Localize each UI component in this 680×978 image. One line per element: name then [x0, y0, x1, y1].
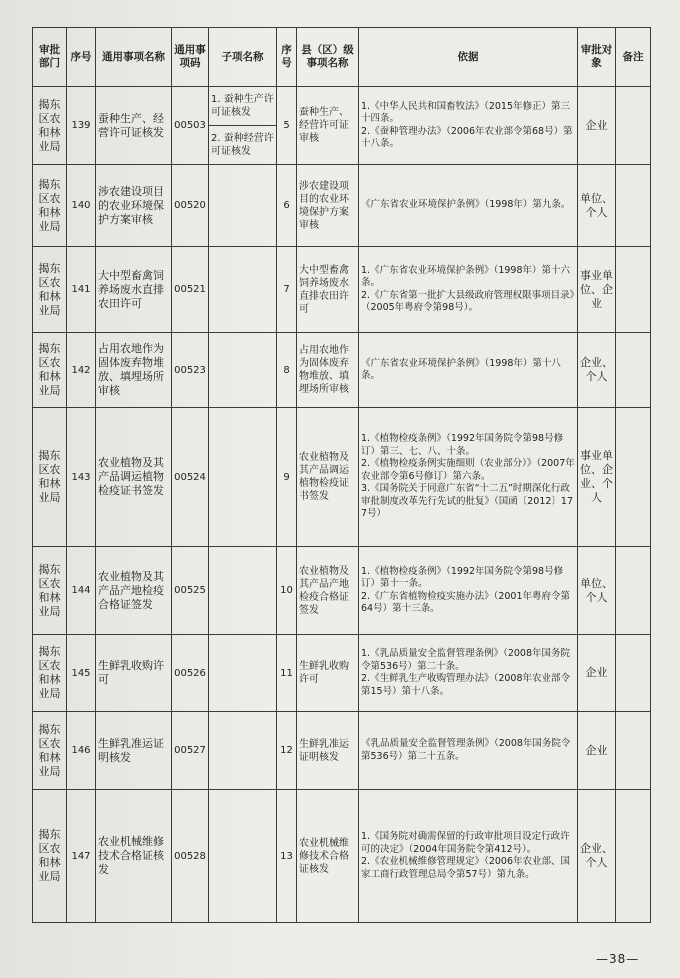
cell-dept: 揭东区农和林业局 [33, 712, 67, 790]
cell-county-seq: 9 [277, 408, 297, 547]
basis-clause: 2.《广东省植物检疫实施办法》（2001年粤府令第64号）第十三条。 [361, 590, 570, 614]
header-item-code: 通用事项码 [172, 28, 209, 87]
table-row [33, 165, 651, 247]
cell-remark [616, 87, 651, 165]
cell-item-name: 蚕种生产、经营许可证核发 [96, 87, 172, 165]
table-row [33, 547, 651, 635]
cell-remark [616, 165, 651, 247]
cell-remark [616, 333, 651, 408]
cell-item-code: 00520 [172, 165, 209, 247]
basis-clause: 1.《中华人民共和国畜牧法》（2015年修正）第三十四条。 [361, 100, 570, 124]
cell-county-name: 大中型畜禽饲养场废水直排农田许可 [297, 247, 359, 333]
header-target: 审批对象 [578, 28, 616, 87]
cell-basis [359, 547, 578, 635]
cell-basis [359, 712, 578, 790]
cell-item-code: 00524 [172, 408, 209, 547]
cell-target: 企业、个人 [578, 333, 616, 408]
cell-target: 企业 [578, 712, 616, 790]
cell-county-name: 农业植物及其产品产地检疫合格证签发 [297, 547, 359, 635]
cell-seq: 142 [67, 333, 96, 408]
cell-target: 企业 [578, 635, 616, 712]
cell-dept: 揭东区农和林业局 [33, 87, 67, 165]
cell-sub-item [209, 712, 277, 790]
cell-item-code: 00525 [172, 547, 209, 635]
cell-sub-item [209, 333, 277, 408]
cell-item-name: 大中型畜禽饲养场废水直排农田许可 [96, 247, 172, 333]
table-row [33, 87, 651, 126]
basis-clause: 《乳品质量安全监督管理条例》（2008年国务院令第536号）第二十五条。 [361, 738, 571, 762]
cell-seq: 141 [67, 247, 96, 333]
cell-basis [359, 333, 578, 408]
cell-county-seq: 10 [277, 547, 297, 635]
cell-sub-item [209, 247, 277, 333]
cell-item-name: 农业植物及其产品产地检疫合格证签发 [96, 547, 172, 635]
cell-dept: 揭东区农和林业局 [33, 247, 67, 333]
cell-target: 单位、个人 [578, 165, 616, 247]
cell-remark [616, 247, 651, 333]
cell-dept: 揭东区农和林业局 [33, 790, 67, 923]
table-row [33, 408, 651, 547]
cell-item-code: 00528 [172, 790, 209, 923]
basis-clause: 2.《广东省第一批扩大县级政府管理权限事项目录》（2005年粤府令第98号）。 [361, 289, 575, 313]
cell-seq: 143 [67, 408, 96, 547]
cell-item-code: 00523 [172, 333, 209, 408]
page-number: —38— [596, 952, 640, 966]
cell-basis [359, 635, 578, 712]
header-county-seq: 序号 [277, 28, 297, 87]
cell-target: 企业、个人 [578, 790, 616, 923]
cell-county-name: 涉农建设项目的农业环境保护方案审核 [297, 165, 359, 247]
table-row [33, 712, 651, 790]
cell-basis [359, 87, 578, 165]
basis-clause: 2.《农业机械维修管理规定》（2006年农业部、国家工商行政管理总局令第57号）第九条。 [361, 856, 570, 880]
table-body [33, 87, 651, 923]
basis-clause: 1.《广东省农业环境保护条例》（1998年）第十六条。 [361, 264, 570, 288]
table-row [33, 635, 651, 712]
cell-seq: 145 [67, 635, 96, 712]
cell-seq: 146 [67, 712, 96, 790]
table-row [33, 333, 651, 408]
cell-basis [359, 165, 578, 247]
cell-target: 事业单位、企业 [578, 247, 616, 333]
approval-items-table [32, 27, 651, 923]
cell-item-name: 农业机械维修技术合格证核发 [96, 790, 172, 923]
table-row [33, 247, 651, 333]
cell-remark [616, 790, 651, 923]
cell-basis [359, 790, 578, 923]
cell-target: 事业单位、企业、个人 [578, 408, 616, 547]
header-basis: 依据 [359, 28, 578, 87]
cell-county-seq: 13 [277, 790, 297, 923]
header-seq: 序号 [67, 28, 96, 87]
basis-clause: 1.《植物检疫条例》（1992年国务院令第98号修订）第十一条。 [361, 565, 564, 589]
basis-clause: 1.《国务院对确需保留的行政审批项目设定行政许可的决定》（2004年国务院令第412号）。 [361, 831, 570, 855]
cell-item-code: 00527 [172, 712, 209, 790]
basis-clause: 3.《国务院关于同意广东省“十二五”时期深化行政审批制度改革先行先试的批复》（国函〔2012〕177号） [361, 483, 574, 520]
basis-clause: 2.《植物检疫条例实施细则（农业部分）》（2007年农业部令第6号修订）第六条。 [361, 458, 575, 482]
cell-dept: 揭东区农和林业局 [33, 165, 67, 247]
cell-remark [616, 712, 651, 790]
table-row [33, 790, 651, 923]
cell-county-seq: 6 [277, 165, 297, 247]
cell-dept: 揭东区农和林业局 [33, 408, 67, 547]
basis-clause: 《广东省农业环境保护条例》（1998年）第九条。 [361, 199, 571, 211]
cell-county-seq: 8 [277, 333, 297, 408]
cell-seq: 139 [67, 87, 96, 165]
header-remark: 备注 [616, 28, 651, 87]
basis-clause: 1.《乳品质量安全监督管理条例》（2008年国务院令第536号）第二十条。 [361, 648, 570, 672]
cell-seq: 147 [67, 790, 96, 923]
cell-sub-item [209, 790, 277, 923]
cell-item-name: 涉农建设项目的农业环境保护方案审核 [96, 165, 172, 247]
cell-sub-item [209, 635, 277, 712]
cell-county-seq: 12 [277, 712, 297, 790]
cell-county-name: 农业植物及其产品调运植物检疫证书签发 [297, 408, 359, 547]
cell-remark [616, 547, 651, 635]
cell-item-code: 00503 [172, 87, 209, 165]
cell-county-name: 蚕种生产、经营许可证审核 [297, 87, 359, 165]
cell-target: 企业 [578, 87, 616, 165]
header-item-name: 通用事项名称 [96, 28, 172, 87]
cell-county-seq: 5 [277, 87, 297, 165]
cell-target: 单位、个人 [578, 547, 616, 635]
cell-basis [359, 408, 578, 547]
basis-clause: 1.《植物检疫条例》（1992年国务院令第98号修订）第三、七、八、十条。 [361, 433, 564, 457]
cell-item-name: 占用农地作为固体废弃物堆放、填埋场所审核 [96, 333, 172, 408]
header-county-name: 县（区）级事项名称 [297, 28, 359, 87]
table-header-row [33, 28, 651, 87]
cell-seq: 144 [67, 547, 96, 635]
cell-county-name: 农业机械维修技术合格证核发 [297, 790, 359, 923]
cell-item-code: 00521 [172, 247, 209, 333]
cell-sub-item [209, 408, 277, 547]
cell-county-seq: 11 [277, 635, 297, 712]
header-sub-item: 子项名称 [209, 28, 277, 87]
cell-sub-item: 1. 蚕种生产许可证核发 [209, 87, 277, 126]
basis-clause: 《广东省农业环境保护条例》（1998年）第十八条。 [361, 357, 561, 381]
cell-dept: 揭东区农和林业局 [33, 547, 67, 635]
cell-item-code: 00526 [172, 635, 209, 712]
cell-basis [359, 247, 578, 333]
cell-county-name: 生鲜乳收购许可 [297, 635, 359, 712]
cell-seq: 140 [67, 165, 96, 247]
cell-county-seq: 7 [277, 247, 297, 333]
cell-sub-item: 2. 蚕种经营许可证核发 [209, 126, 277, 165]
cell-remark [616, 635, 651, 712]
cell-item-name: 生鲜乳准运证明核发 [96, 712, 172, 790]
cell-dept: 揭东区农和林业局 [33, 635, 67, 712]
cell-county-name: 生鲜乳准运证明核发 [297, 712, 359, 790]
cell-item-name: 生鲜乳收购许可 [96, 635, 172, 712]
cell-sub-item [209, 165, 277, 247]
cell-remark [616, 408, 651, 547]
cell-county-name: 占用农地作为固体废弃物堆放、填埋场所审核 [297, 333, 359, 408]
cell-item-name: 农业植物及其产品调运植物检疫证书签发 [96, 408, 172, 547]
cell-sub-item [209, 547, 277, 635]
cell-dept: 揭东区农和林业局 [33, 333, 67, 408]
basis-clause: 2.《蚕种管理办法》（2006年农业部令第68号）第十八条。 [361, 125, 573, 149]
basis-clause: 2.《生鲜乳生产收购管理办法》（2008年农业部令第15号）第十八条。 [361, 673, 570, 697]
header-dept: 审批部门 [33, 28, 67, 87]
